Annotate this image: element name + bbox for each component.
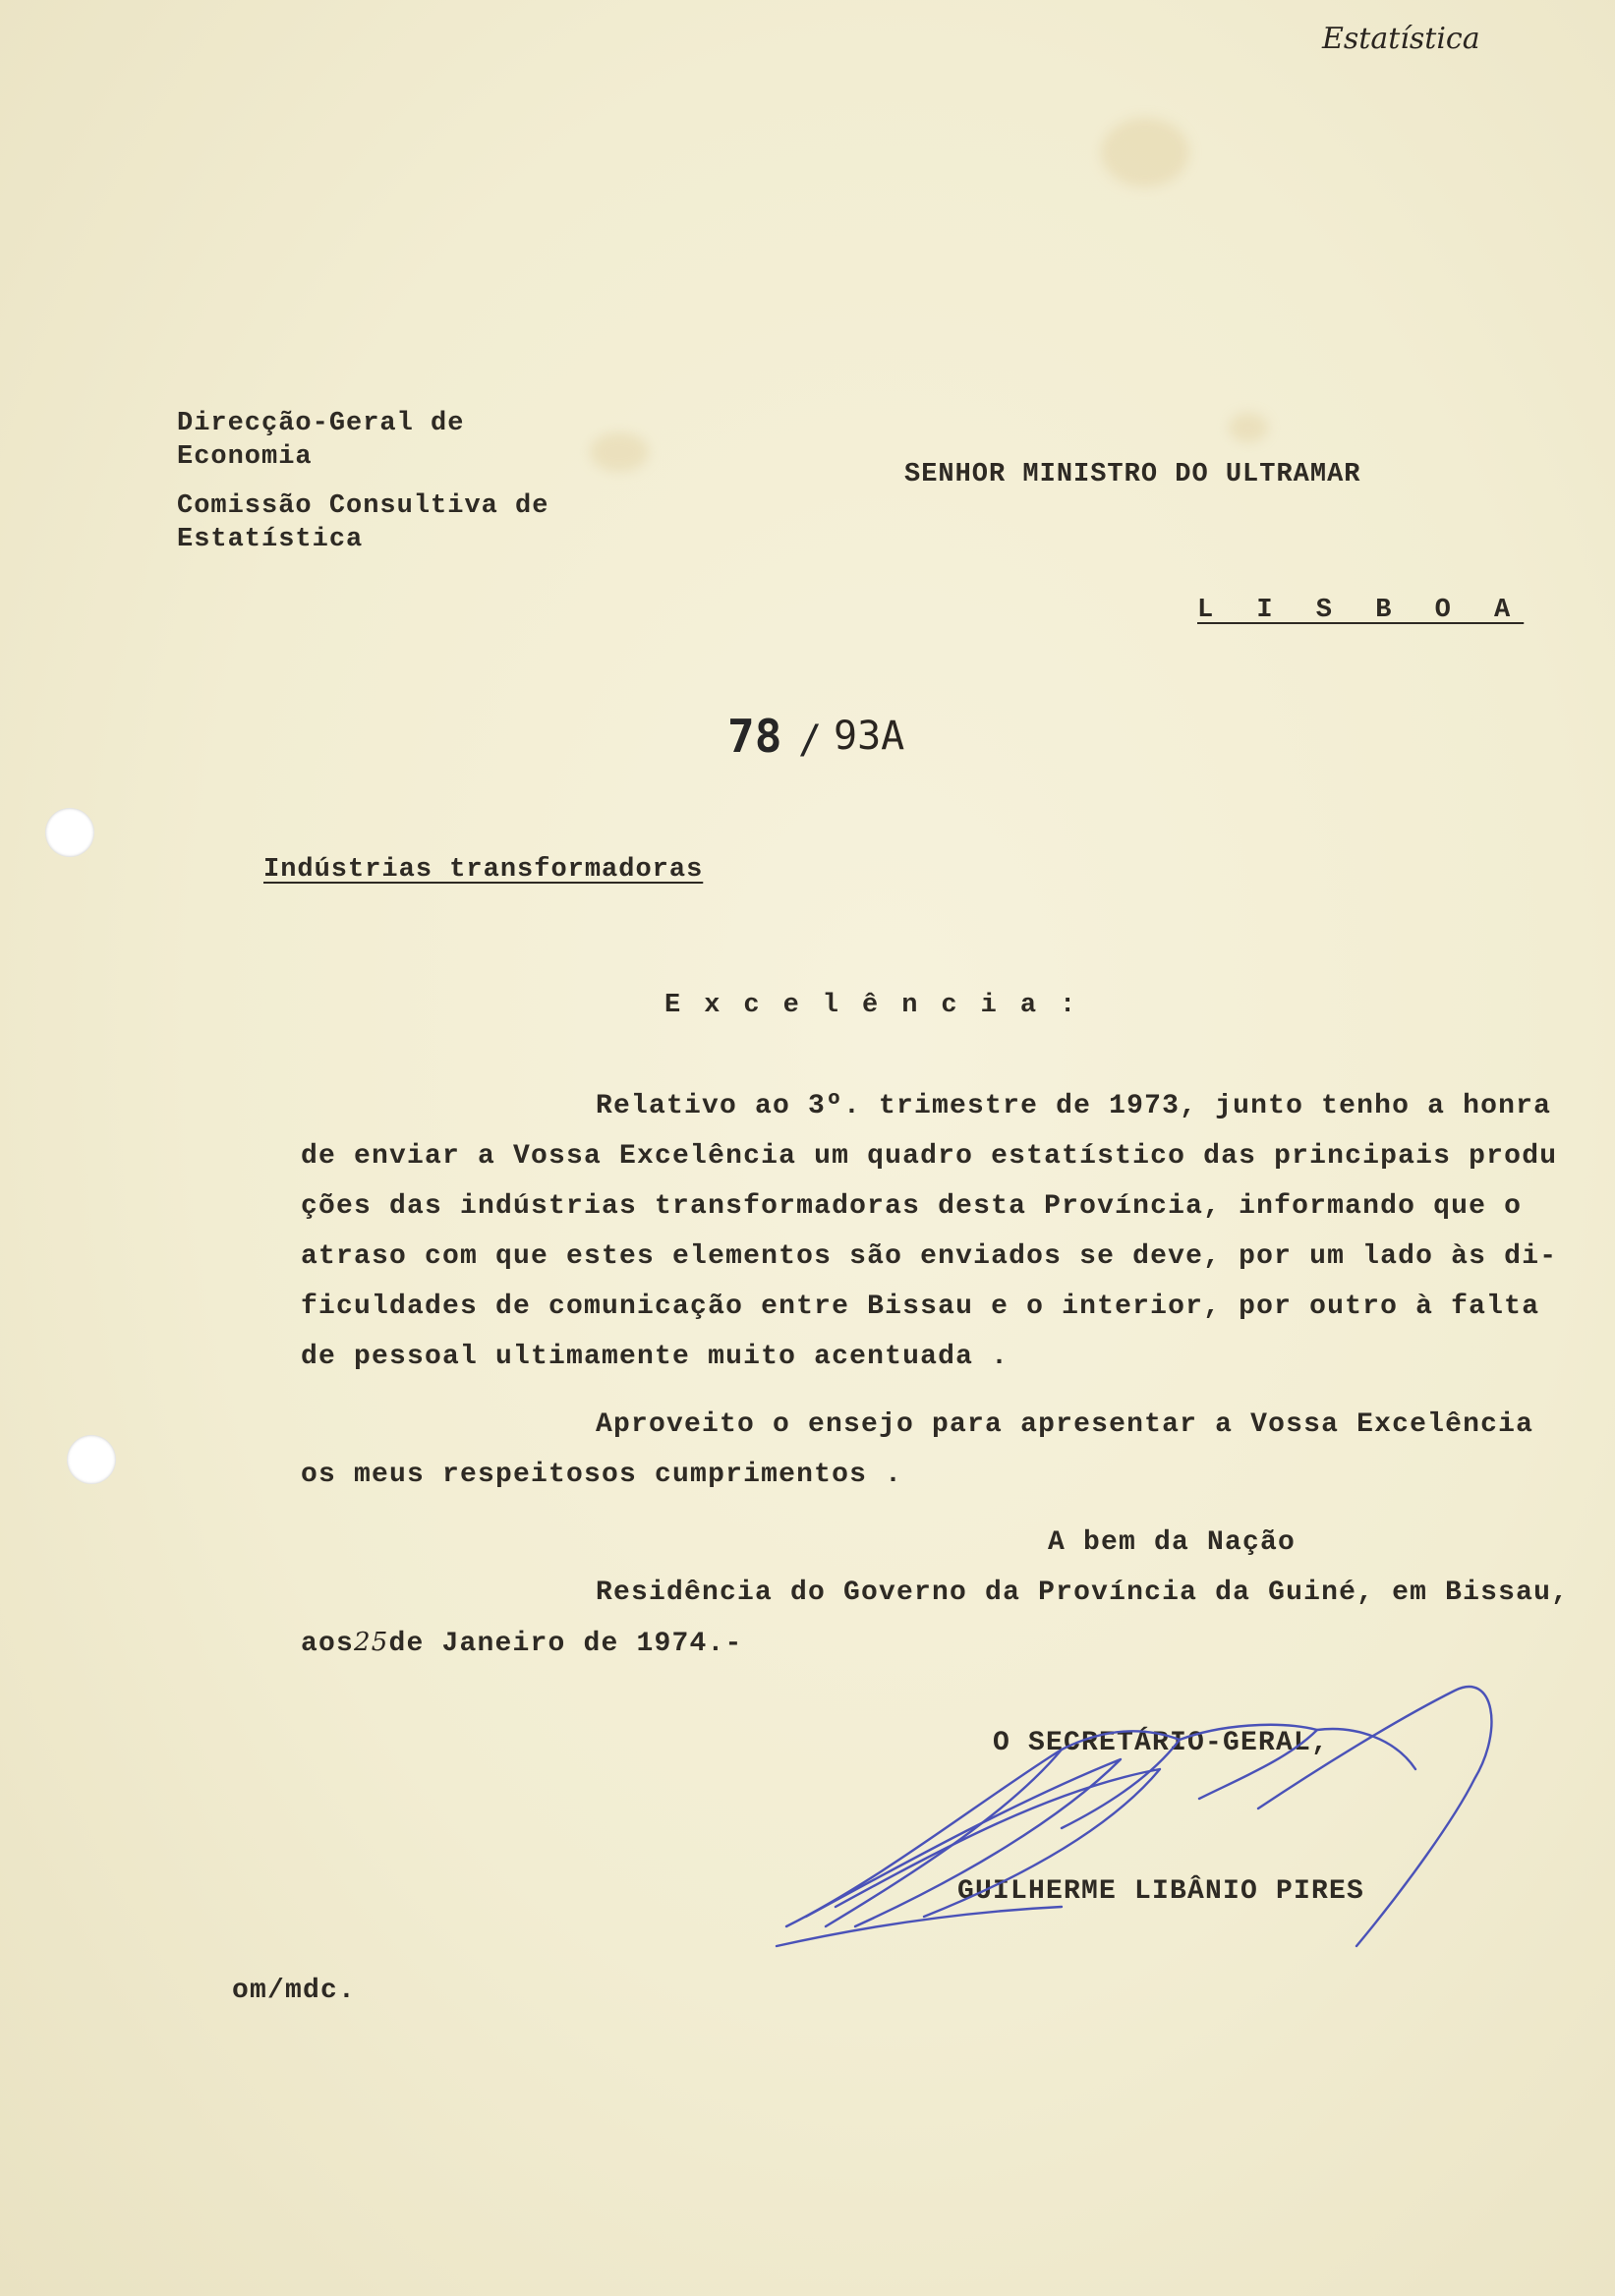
date-suffix: de Janeiro de 1974.- [388,1629,743,1659]
recipient-title: SENHOR MINISTRO DO ULTRAMAR [904,460,1361,489]
closing-date [301,1630,743,1658]
punch-hole-bottom [67,1435,116,1484]
date-prefix: aos [301,1629,355,1659]
typist-initials: om/mdc. [232,1976,357,2006]
signature-strokes [777,1687,1491,1946]
closing-place: Residência do Governo da Província da Guiné, em Bissau, [596,1578,1570,1608]
reference-separator: / [798,718,823,763]
paper-stain [1229,413,1268,442]
paragraph-1-line-4: atraso com que estes elementos são enviados se deve, por um lado às di- [301,1241,1558,1272]
sender-line-1: Direcção-Geral de [177,409,465,438]
paper-stain [590,432,649,472]
reference-handwritten: 93A [834,714,905,759]
sender-line-4: Estatística [177,525,364,554]
paragraph-2-line-1: Aproveito o ensejo para apresentar a Vossa Excelência [596,1409,1534,1440]
handwritten-annotation: Estatística [1322,22,1480,56]
signatory-name: GUILHERME LIBÂNIO PIRES [957,1876,1365,1907]
paragraph-1-line-5: ficuldades de comunicação entre Bissau e o interior, por outro à falta [301,1292,1540,1322]
sender-line-2: Economia [177,442,313,472]
handwritten-signature [767,1632,1514,1966]
paper-stain [1101,118,1189,187]
salutation: Excelência: [664,991,1100,1020]
closing-motto: A bem da Nação [1048,1527,1297,1558]
paragraph-1-line-1: Relativo ao 3º. trimestre de 1973, junto tenho a honra [596,1091,1552,1121]
subject-line: Indústrias transformadoras [263,855,704,885]
sender-line-3: Comissão Consultiva de [177,491,549,521]
reference-stamp-number: 78 [727,710,782,763]
recipient-city: L I S B O A [1197,596,1525,625]
date-day-handwritten: 25 [354,1628,389,1657]
punch-hole-top [45,808,94,857]
paragraph-1-line-6: de pessoal ultimamente muito acentuada . [301,1342,1009,1372]
paragraph-1-line-3: ções das indústrias transformadoras desta Província, informando que o [301,1191,1523,1222]
paragraph-1-line-2: de enviar a Vossa Excelência um quadro estatístico das principais produ [301,1141,1558,1172]
signatory-title: O SECRETÁRIO-GERAL, [993,1728,1330,1758]
paragraph-2-line-2: os meus respeitosos cumprimentos . [301,1460,903,1490]
